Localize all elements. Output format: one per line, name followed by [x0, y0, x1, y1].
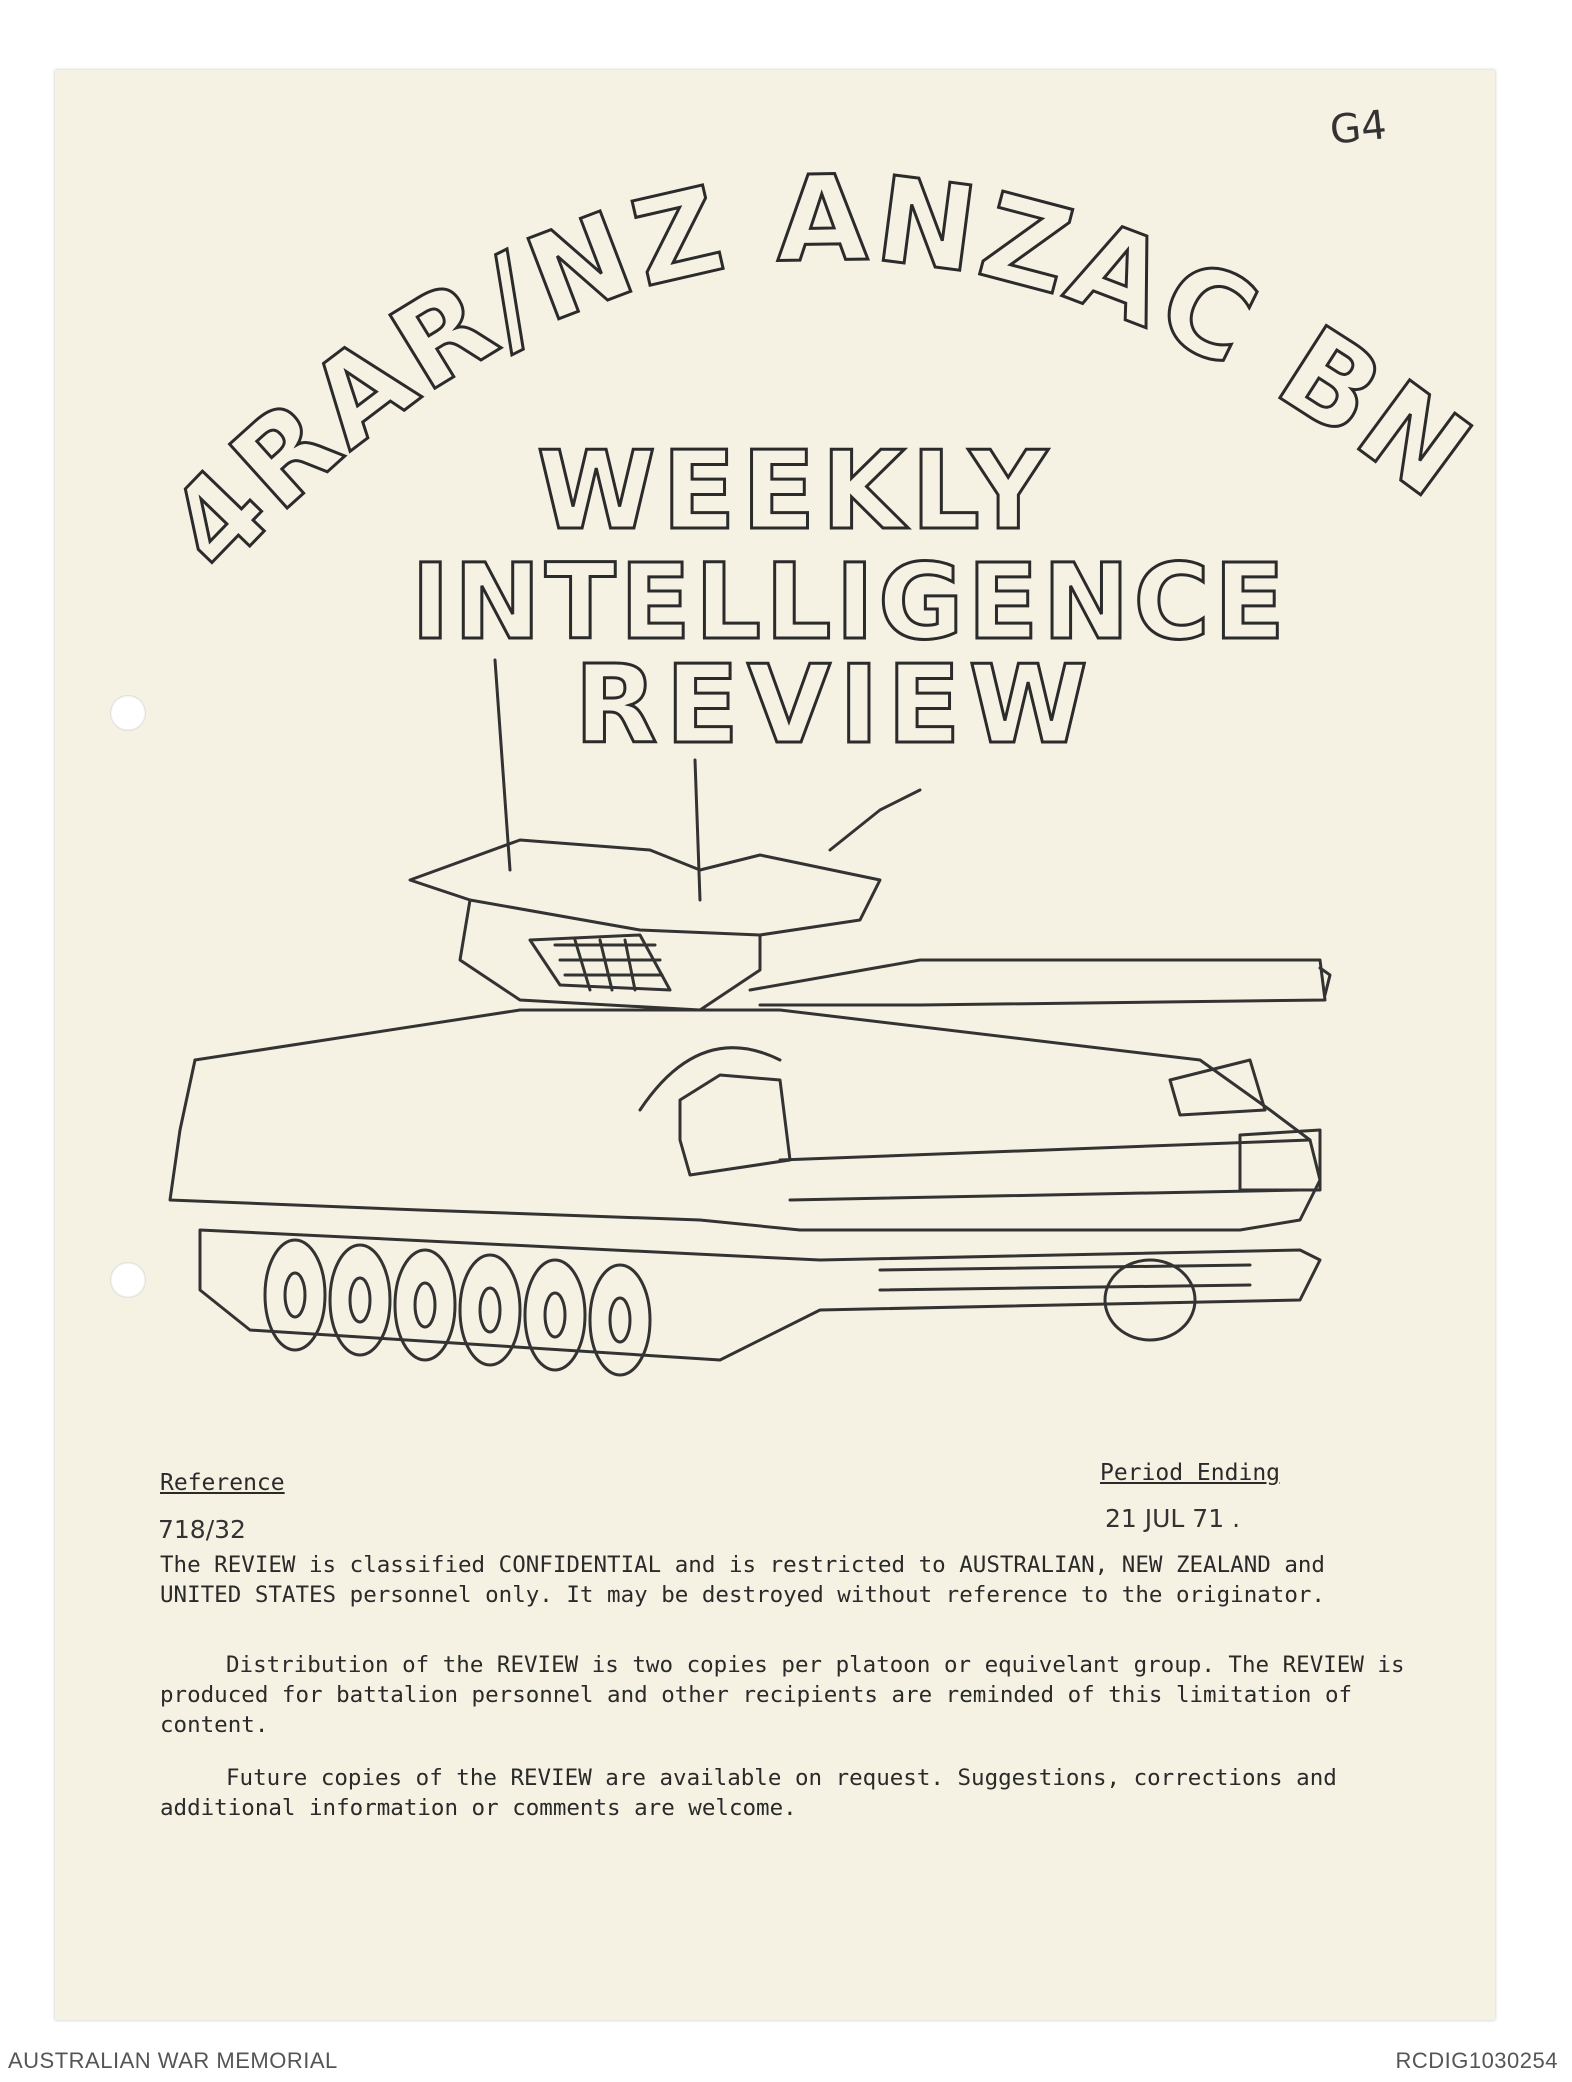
distribution-paragraph: Distribution of the REVIEW is two copies per platoon or equivelant group. The REVIEW is produced for battalion personnel and other recipients are reminded of this limitation of content. [160, 1652, 1405, 1738]
classification-paragraph: The REVIEW is classified CONFIDENTIAL and is restricted to AUSTRALIAN, NEW ZEALAND and UNITED STATES personnel only. It may be destroyed without reference to the originator. [160, 1552, 1325, 1608]
footer-record-id: RCDIG1030254 [1395, 2048, 1558, 2073]
reference-value: 718/32 [158, 1515, 246, 1544]
reference-label: Reference [160, 1470, 285, 1496]
requests-paragraph: Future copies of the REVIEW are available on request. Suggestions, corrections and additional information or comments are welcome. [160, 1765, 1337, 1821]
title-arc-textpath: 4RAR/NZ ANZAC BN [140, 149, 1498, 597]
period-ending-value: 21 JUL 71 . [1105, 1504, 1241, 1533]
period-ending-label: Period Ending [1100, 1460, 1281, 1486]
title-line-intelligence: INTELLIGENCE [411, 541, 1289, 663]
handwritten-corner-mark: G4 [1327, 102, 1389, 154]
title-line-review: REVIEW [574, 643, 1096, 768]
footer-archive-name: AUSTRALIAN WAR MEMORIAL [8, 2048, 338, 2073]
title-line-weekly: WEEKLY [536, 429, 1054, 554]
